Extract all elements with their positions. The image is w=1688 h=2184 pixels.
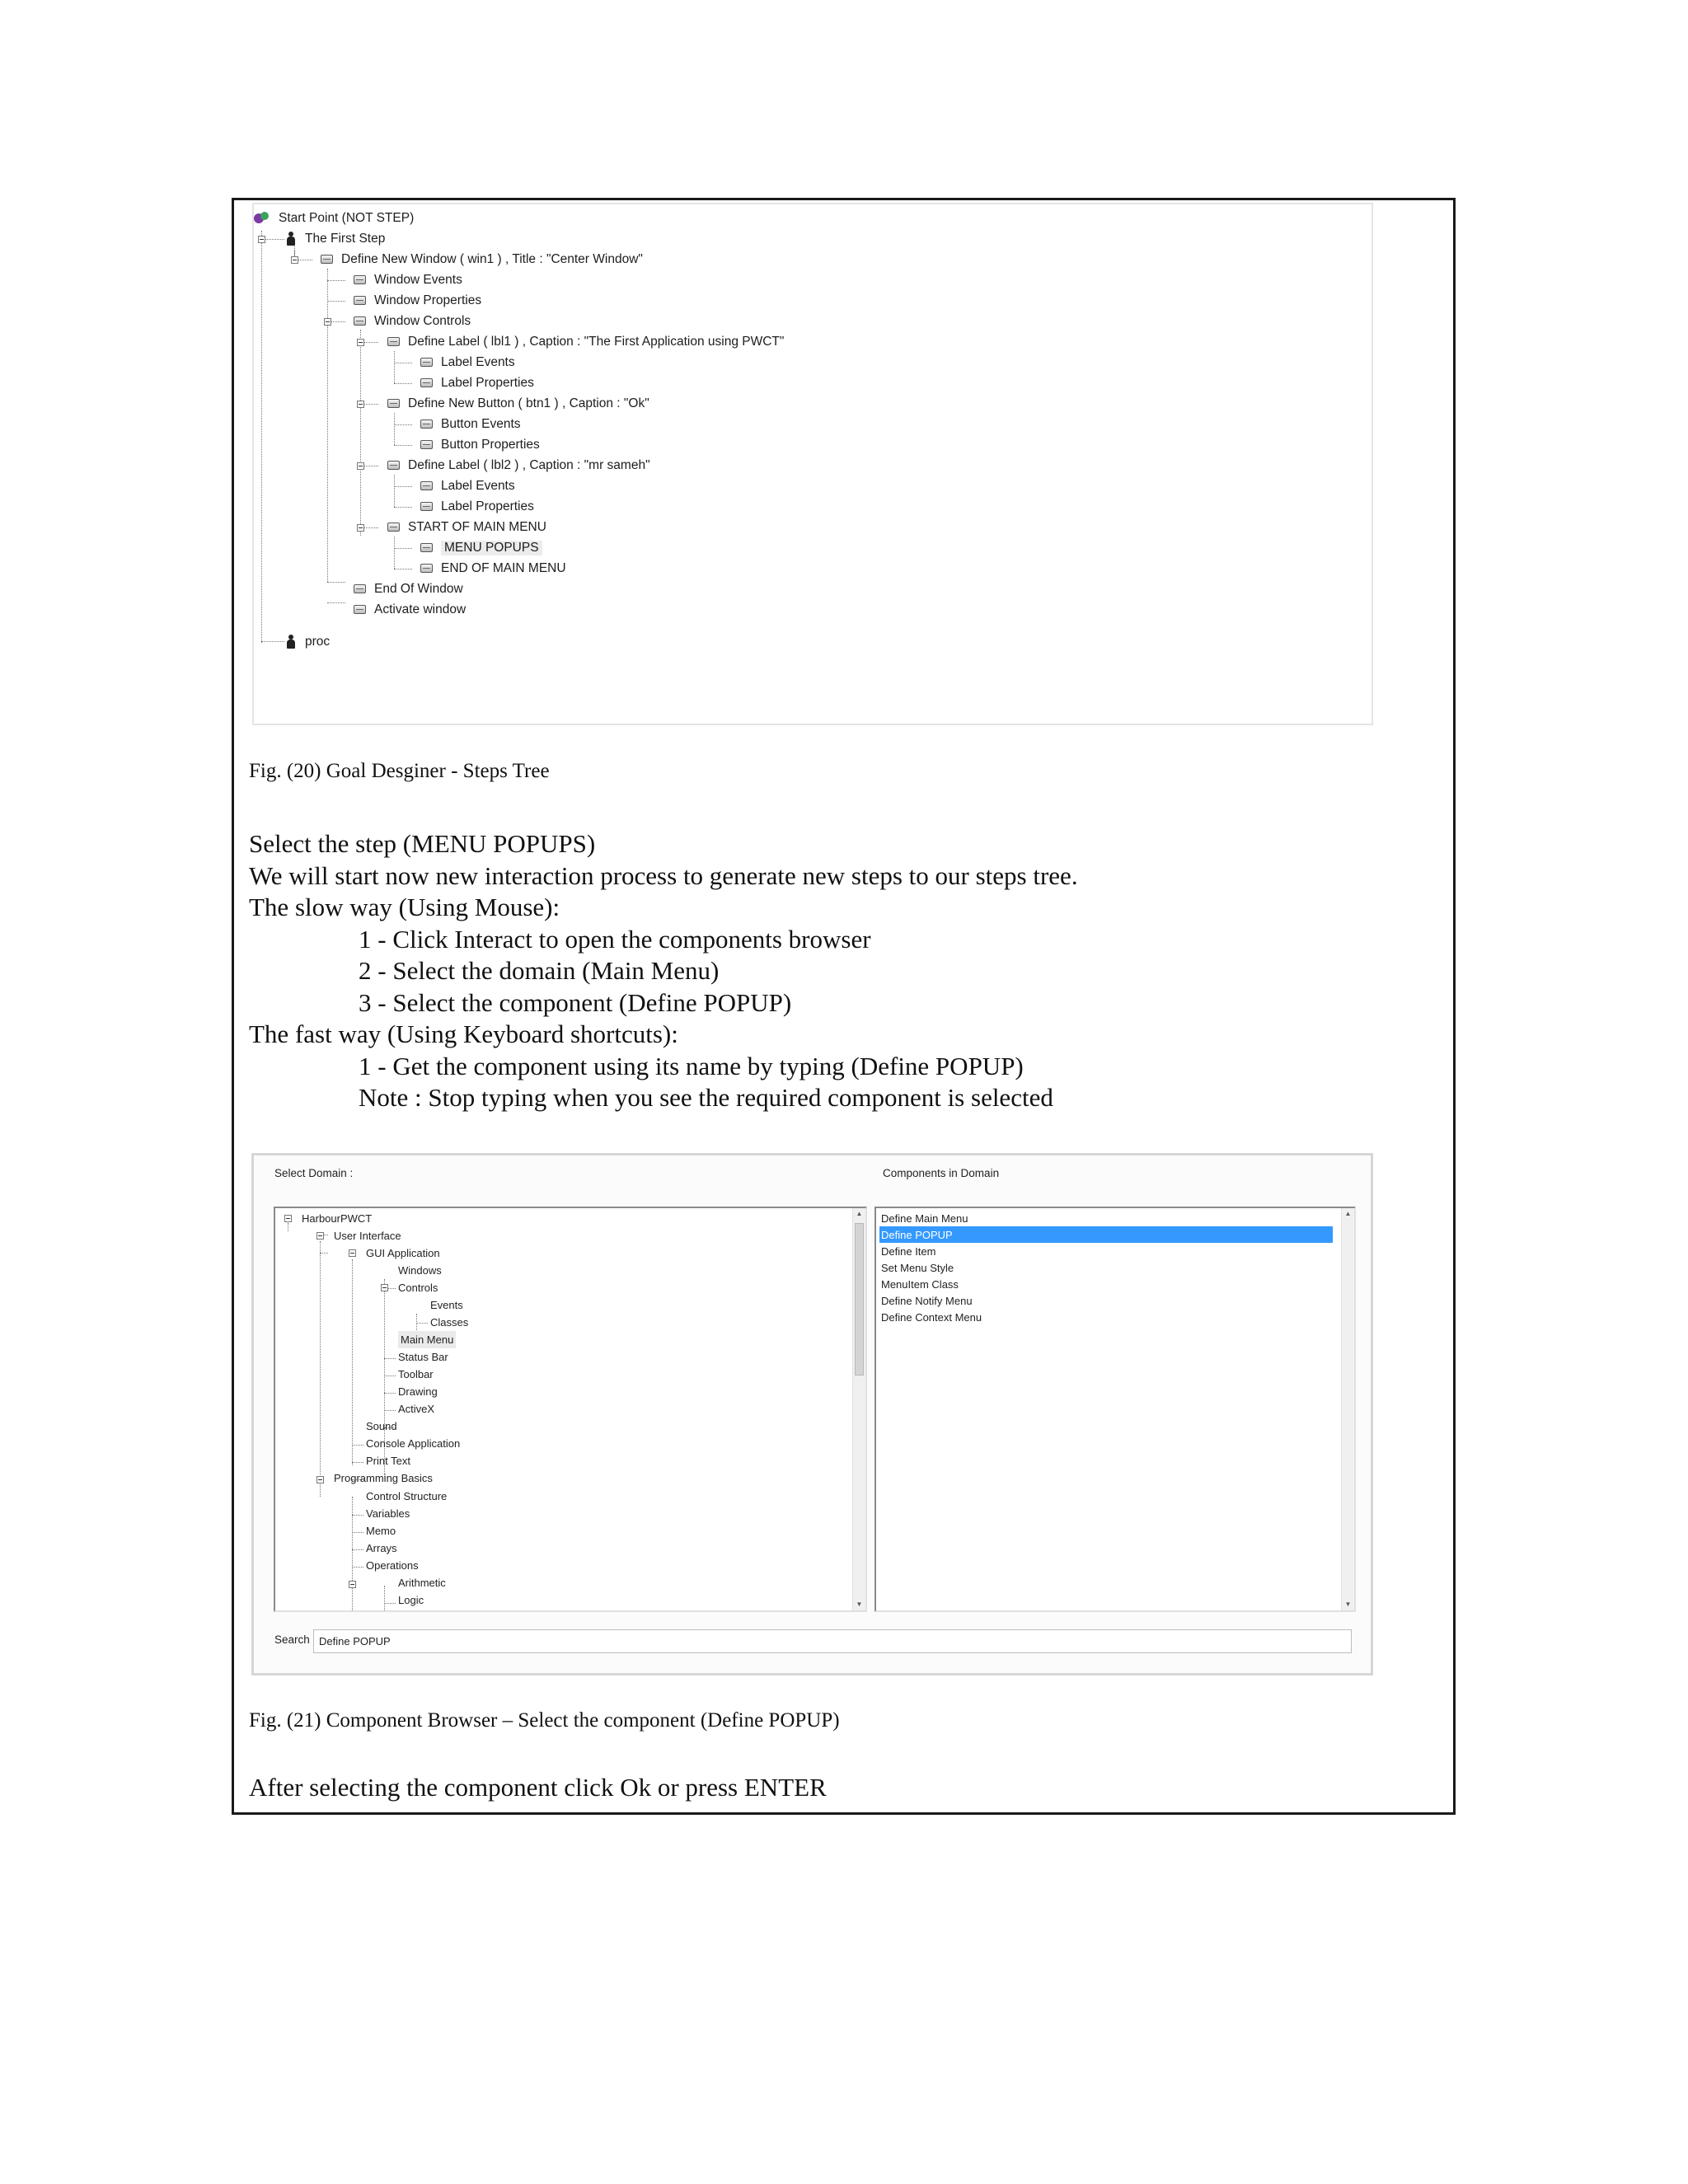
component-item[interactable]: Define Main Menu: [881, 1212, 968, 1225]
tree-node[interactable]: Button Events: [420, 414, 521, 434]
expander-icon[interactable]: [291, 256, 298, 264]
scroll-down-icon[interactable]: ▼: [1344, 1601, 1352, 1608]
tree-node[interactable]: Define New Window ( win1 ) , Title : "Center Window": [321, 249, 643, 269]
scroll-up-icon[interactable]: ▲: [856, 1210, 863, 1217]
expander-icon[interactable]: [349, 1249, 356, 1257]
domain-node[interactable]: Logic: [398, 1594, 424, 1606]
person-icon: [287, 635, 295, 649]
step-icon: [420, 564, 433, 573]
domain-node[interactable]: Console Application: [366, 1437, 461, 1450]
scroll-up-icon[interactable]: ▲: [1344, 1210, 1352, 1217]
component-item[interactable]: Define Notify Menu: [881, 1294, 973, 1307]
figure-caption: Fig. (20) Goal Desginer - Steps Tree: [249, 760, 550, 782]
component-item[interactable]: Define Context Menu: [881, 1310, 982, 1324]
person-icon: [287, 232, 295, 246]
domain-node[interactable]: Status Bar: [398, 1351, 448, 1363]
expander-icon[interactable]: [357, 462, 364, 470]
tree-node[interactable]: Window Properties: [354, 290, 481, 311]
domain-node[interactable]: Memo: [366, 1525, 396, 1537]
figure-caption: Fig. (21) Component Browser – Select the component (Define POPUP): [249, 1709, 840, 1732]
component-item[interactable]: Set Menu Style: [881, 1261, 954, 1274]
domain-node[interactable]: Variables: [366, 1507, 410, 1520]
step-icon: [387, 523, 400, 532]
final-text: After selecting the component click Ok or press ENTER: [249, 1773, 827, 1802]
scroll-down-icon[interactable]: ▼: [856, 1601, 863, 1608]
step-icon: [387, 461, 400, 470]
tree-node[interactable]: Label Properties: [420, 373, 534, 393]
step-icon: [354, 584, 366, 593]
domain-node[interactable]: Operations: [366, 1559, 419, 1572]
domain-node[interactable]: GUI Application: [366, 1247, 440, 1259]
domain-node[interactable]: Events: [430, 1299, 463, 1311]
body-text: Select the step (MENU POPUPS) We will start now new interaction process to generate new steps to our steps tree. The slow way (Using Mouse): 1 - Click Interact to open the components browser 2 - Select the domain (Main Menu) 3 - Select the component (Define POPUP) The fast way (Using Keyboard shortcuts): 1 - Get the component using its name by typing (Define POPUP) Note : Stop typing when you see the required component is selected: [249, 829, 1078, 1112]
tree-node[interactable]: End Of Window: [354, 579, 463, 599]
expander-icon[interactable]: [284, 1215, 292, 1222]
tree-node-start-point[interactable]: Start Point (NOT STEP): [254, 208, 414, 228]
tree-node[interactable]: Label Events: [420, 352, 515, 373]
domain-node[interactable]: Classes: [430, 1316, 469, 1329]
tree-node[interactable]: Label Properties: [420, 496, 534, 517]
step-icon: [420, 358, 433, 367]
step-icon: [354, 275, 366, 284]
step-icon: [420, 543, 433, 552]
expander-icon[interactable]: [324, 318, 331, 326]
domain-node[interactable]: Controls: [398, 1282, 438, 1294]
step-icon: [354, 605, 366, 614]
component-item-selected[interactable]: Define POPUP: [879, 1226, 1333, 1243]
components-list[interactable]: [874, 1207, 1356, 1612]
components-label: Components in Domain: [883, 1167, 1000, 1179]
component-item[interactable]: MenuItem Class: [881, 1277, 959, 1291]
steps-tree-figure: [252, 203, 1373, 725]
expander-icon[interactable]: [381, 1284, 388, 1291]
domain-node[interactable]: ActiveX: [398, 1403, 435, 1415]
domain-node[interactable]: Arithmetic: [398, 1577, 446, 1589]
tree-node[interactable]: Define Label ( lbl1 ) , Caption : "The First Application using PWCT": [387, 331, 784, 352]
components-scrollbar[interactable]: [1341, 1208, 1354, 1610]
domain-node[interactable]: Programming Basics: [334, 1472, 433, 1484]
tree-node[interactable]: START OF MAIN MENU: [387, 517, 546, 537]
step-icon: [321, 255, 333, 264]
domain-node[interactable]: HarbourPWCT: [302, 1212, 373, 1225]
search-input[interactable]: Define POPUP: [313, 1629, 1352, 1653]
component-item[interactable]: Define Item: [881, 1244, 936, 1258]
expander-icon[interactable]: [349, 1581, 356, 1588]
expander-icon[interactable]: [357, 524, 364, 532]
domain-node[interactable]: Control Structure: [366, 1490, 448, 1502]
scroll-thumb[interactable]: [855, 1223, 864, 1376]
domain-node[interactable]: Sound: [366, 1420, 397, 1432]
expander-icon[interactable]: [316, 1232, 324, 1240]
tree-node[interactable]: Define Label ( lbl2 ) , Caption : "mr sameh": [387, 455, 650, 476]
domain-node[interactable]: Arrays: [366, 1542, 397, 1554]
search-label: Search: [274, 1633, 310, 1646]
step-icon: [420, 378, 433, 387]
step-icon: [420, 440, 433, 449]
component-browser-figure: [251, 1153, 1373, 1675]
start-point-icon: [254, 212, 269, 225]
tree-node[interactable]: Activate window: [354, 599, 466, 620]
expander-icon[interactable]: [357, 339, 364, 346]
domain-node[interactable]: Windows: [398, 1264, 442, 1277]
domain-tree[interactable]: [274, 1207, 867, 1612]
expander-icon[interactable]: [316, 1476, 324, 1483]
step-icon: [420, 481, 433, 490]
select-domain-label: Select Domain :: [274, 1167, 354, 1179]
domain-scrollbar[interactable]: [852, 1208, 865, 1610]
tree-node[interactable]: Label Events: [420, 476, 515, 496]
tree-node[interactable]: END OF MAIN MENU: [420, 558, 566, 579]
step-icon: [420, 419, 433, 429]
step-icon: [387, 337, 400, 346]
step-icon: [354, 296, 366, 305]
domain-node[interactable]: Print Text: [366, 1455, 410, 1467]
tree-node[interactable]: Window Controls: [354, 311, 471, 331]
step-icon: [354, 316, 366, 326]
domain-node[interactable]: Drawing: [398, 1385, 438, 1398]
step-icon: [387, 399, 400, 408]
tree-node[interactable]: proc: [287, 631, 330, 652]
tree-node-menu-popups[interactable]: MENU POPUPS: [420, 537, 542, 558]
domain-node[interactable]: Toolbar: [398, 1368, 434, 1380]
tree-node[interactable]: The First Step: [287, 228, 385, 249]
tree-node[interactable]: Define New Button ( btn1 ) , Caption : "Ok": [387, 393, 649, 414]
expander-icon[interactable]: [357, 401, 364, 408]
tree-node[interactable]: Window Events: [354, 269, 462, 290]
step-icon: [420, 502, 433, 511]
domain-node-main-menu[interactable]: Main Menu: [398, 1331, 456, 1348]
tree-node[interactable]: Button Properties: [420, 434, 540, 455]
expander-icon[interactable]: [258, 236, 265, 243]
domain-node[interactable]: User Interface: [334, 1230, 401, 1242]
